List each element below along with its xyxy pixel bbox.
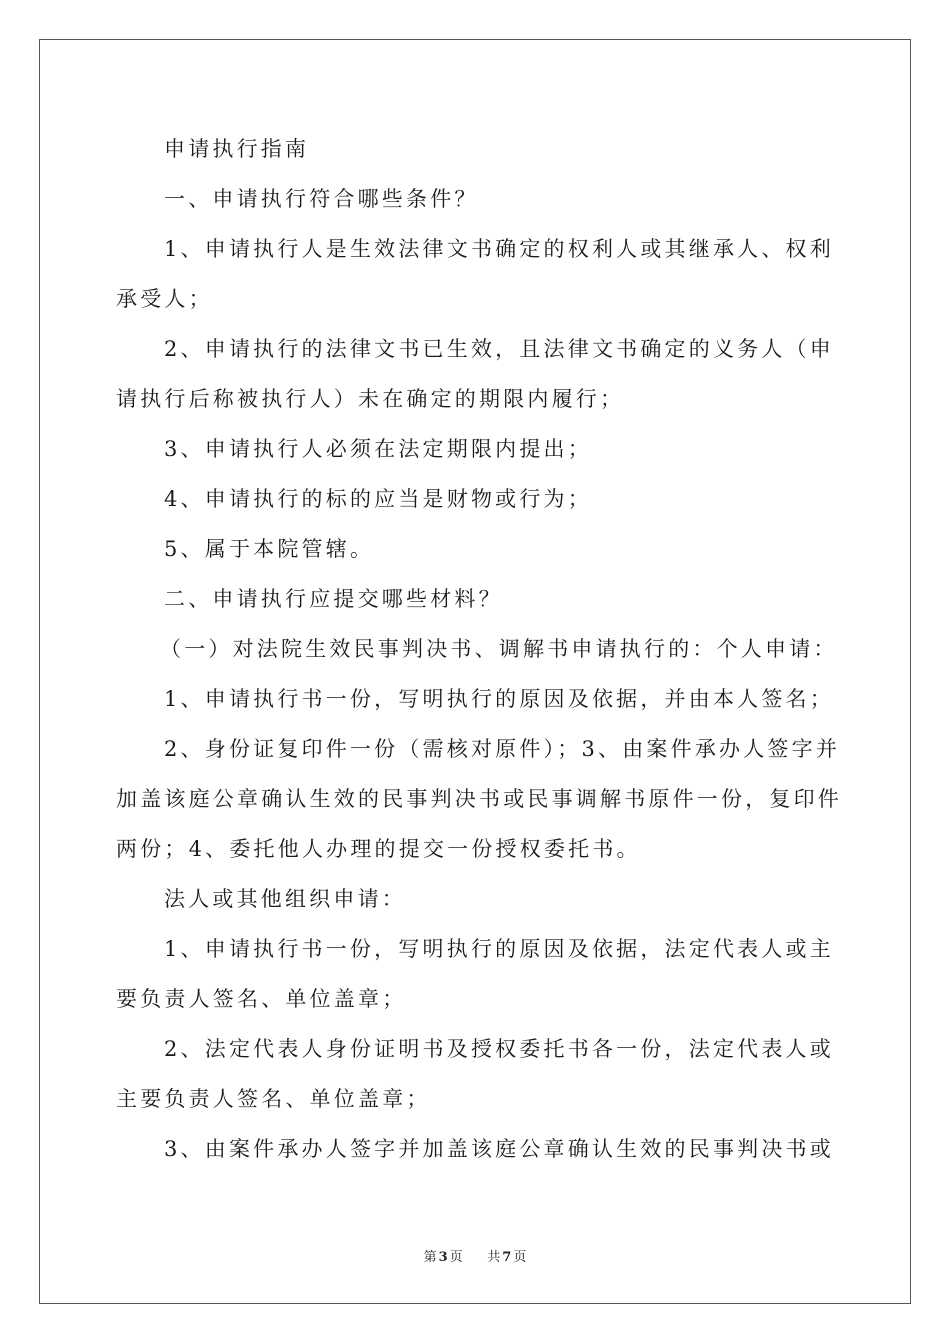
paragraph-line: 5、属于本院管辖。: [164, 537, 375, 561]
paragraph-line: 3、由案件承办人签字并加盖该庭公章确认生效的民事判决书或: [164, 1137, 834, 1161]
paragraph-line: 1、申请执行人是生效法律文书确定的权利人或其继承人、权利: [164, 237, 834, 261]
page-border: [39, 39, 911, 1304]
paragraph-line: 加盖该庭公章确认生效的民事判决书或民事调解书原件一份，复印件: [116, 787, 842, 811]
paragraph-line: 2、申请执行的法律文书已生效，且法律文书确定的义务人（申: [164, 337, 834, 361]
paragraph-line: 3、申请执行人必须在法定期限内提出；: [164, 437, 592, 461]
paragraph-line: 1、申请执行书一份，写明执行的原因及依据，并由本人签名；: [164, 687, 834, 711]
paragraph-line: 1、申请执行书一份，写明执行的原因及依据，法定代表人或主: [164, 937, 834, 961]
paragraph-line: 要负责人签名、单位盖章；: [116, 987, 407, 1011]
paragraph-line: 两份；4、委托他人办理的提交一份授权委托书。: [116, 837, 641, 861]
page-indicator: 第 3 页: [423, 1250, 463, 1265]
paragraph-line: 请执行后称被执行人）未在确定的期限内履行；: [116, 387, 625, 411]
section-heading-conditions: 一、申请执行符合哪些条件？: [164, 187, 479, 211]
paragraph-line: 4、申请执行的标的应当是财物或行为；: [164, 487, 592, 511]
document-title: 申请执行指南: [164, 137, 310, 161]
total-pages-indicator: 共 7 页: [487, 1250, 527, 1265]
subsection-heading: （一）对法院生效民事判决书、调解书申请执行的：个人申请：: [160, 637, 838, 661]
paragraph-line: 法人或其他组织申请：: [164, 887, 406, 911]
page-footer: [0, 1246, 950, 1265]
paragraph-line: 承受人；: [116, 287, 213, 311]
paragraph-line: 主要负责人签名、单位盖章；: [116, 1087, 431, 1111]
section-heading-materials: 二、申请执行应提交哪些材料？: [164, 587, 503, 611]
paragraph-line: 2、身份证复印件一份（需核对原件）；3、由案件承办人签字并: [164, 737, 841, 761]
paragraph-line: 2、法定代表人身份证明书及授权委托书各一份，法定代表人或: [164, 1037, 834, 1061]
